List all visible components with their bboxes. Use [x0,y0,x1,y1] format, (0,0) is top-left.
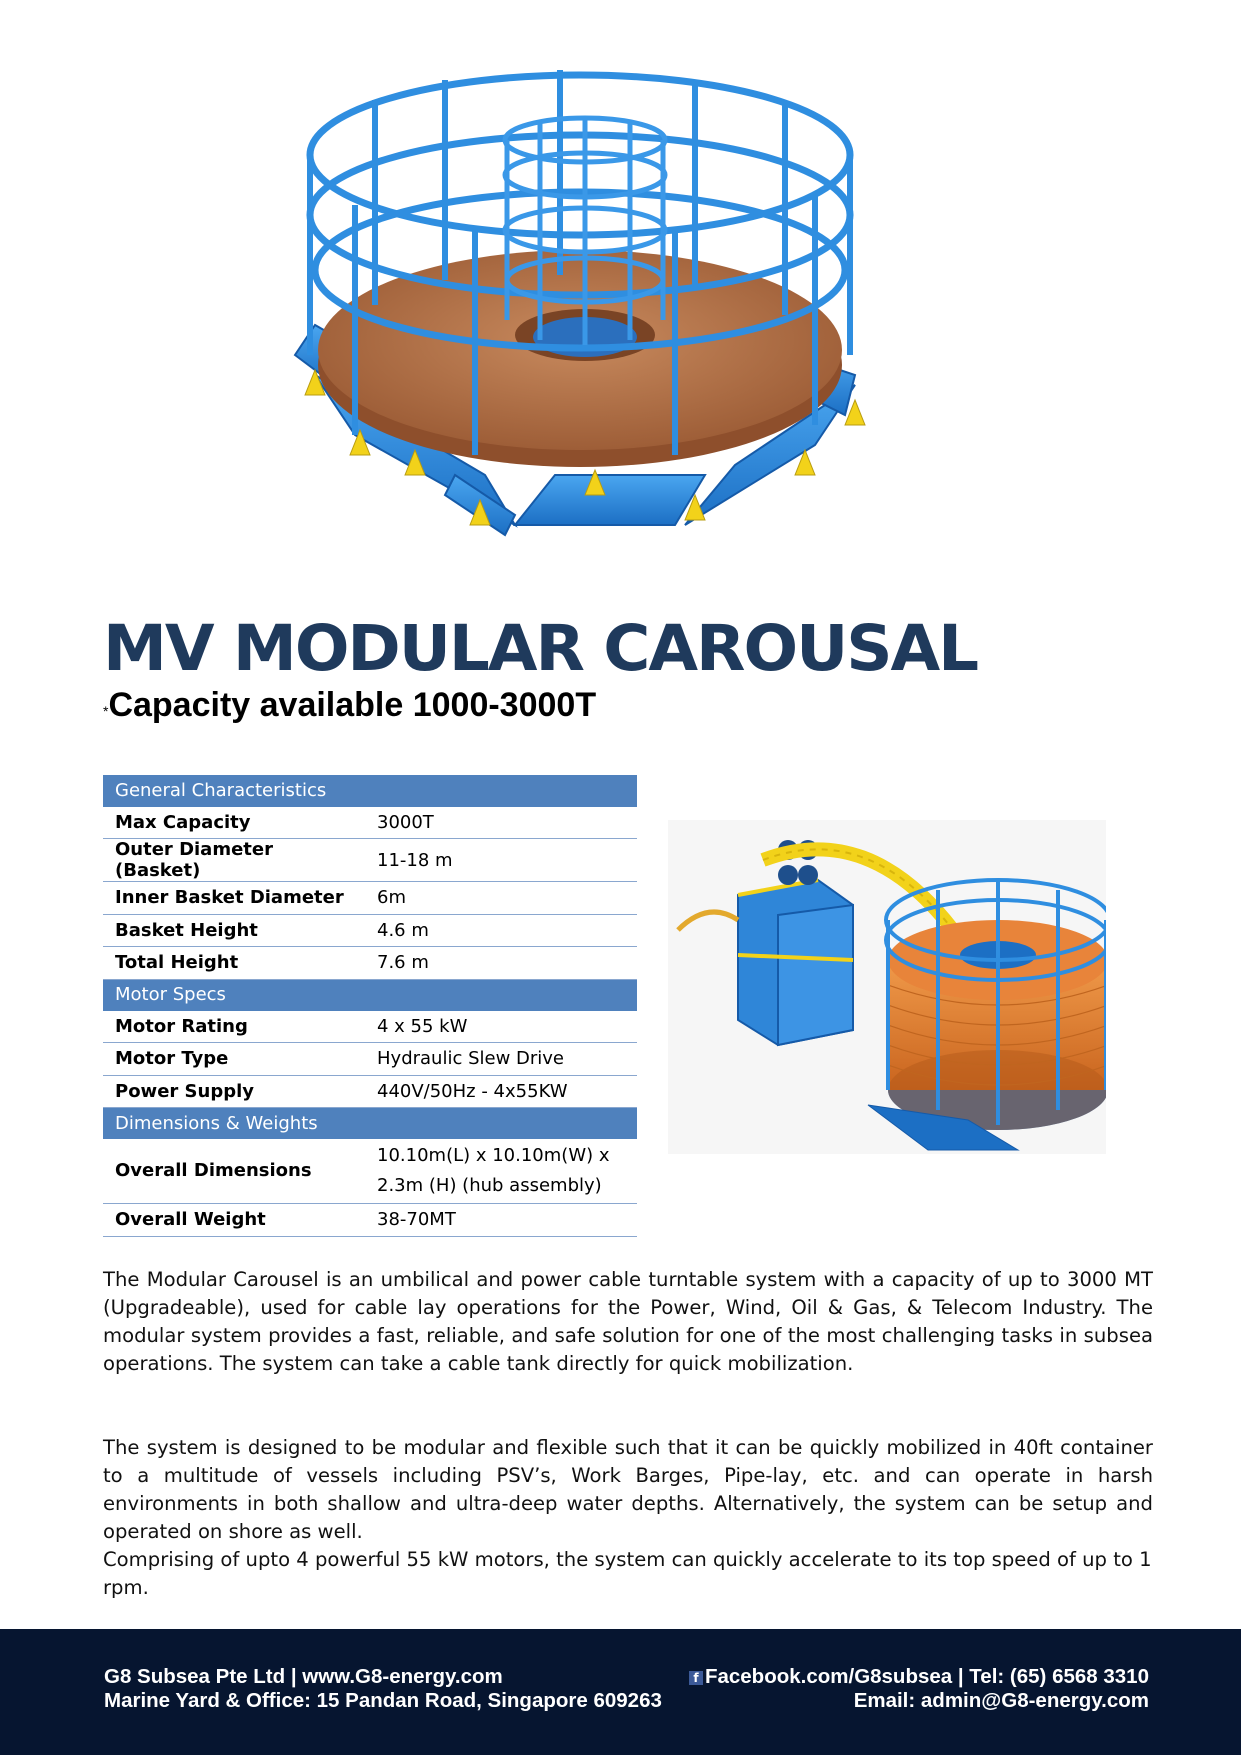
table-section-header: General Characteristics [103,775,637,806]
carousel-system-image [668,820,1106,1154]
row-label: Outer Diameter (Basket) [103,839,365,882]
row-label: Motor Rating [103,1010,365,1043]
carousel-render-image [255,55,905,595]
table-row [103,1204,637,1237]
office-address: Marine Yard & Office: 15 Pandan Road, Singapore 609263 [104,1689,662,1712]
row-value: 4.6 m [365,914,637,947]
row-label: Max Capacity [103,806,365,839]
table-section-header: Motor Specs [103,979,637,1010]
social-contact[interactable] [689,1665,1149,1689]
table-row [103,882,637,915]
description-paragraph-2 [103,1434,1153,1602]
company-website[interactable]: G8 Subsea Pte Ltd | www.G8-energy.com [104,1665,503,1688]
subtitle-asterisk: * [103,703,109,719]
footer-bar [0,1629,1241,1755]
row-value: 10.10m(L) x 10.10m(W) x 2.3m (H) (hub assembly) [365,1139,637,1204]
table-row [103,1010,637,1043]
facebook-icon: f [689,1671,703,1685]
table-section-header: Dimensions & Weights [103,1108,637,1139]
row-value: 440V/50Hz - 4x55KW [365,1075,637,1108]
row-value: 7.6 m [365,947,637,980]
row-value: Hydraulic Slew Drive [365,1043,637,1076]
row-value: 6m [365,882,637,915]
row-label: Basket Height [103,914,365,947]
paragraph-2-main: The system is designed to be modular and flexible such that it can be quickly mobilized in 40ft container to a multitude of vessels including PSV’s, Work Barges, Pipe-lay, etc. and can operate in harsh environments in both shallow and ultra-deep water depths. Alternatively, the system can be setup and operated on shore as well. [103,1436,1153,1543]
row-label: Inner Basket Diameter [103,882,365,915]
spec-table [103,775,637,1237]
row-value: 4 x 55 kW [365,1010,637,1043]
row-value: 3000T [365,806,637,839]
table-row [103,947,637,980]
table-row [103,914,637,947]
row-label: Overall Dimensions [103,1139,365,1204]
paragraph-2-last-line: Comprising of upto 4 powerful 55 kW motors, the system can quickly accelerate to its top speed of up to 1 rpm. [103,1548,1152,1599]
table-row [103,1139,637,1204]
subtitle-text: Capacity available 1000-3000T [108,686,597,724]
row-label: Power Supply [103,1075,365,1108]
table-row [103,1043,637,1076]
description-paragraph-1: The Modular Carousel is an umbilical and power cable turntable system with a capacity of up to 3000 MT (Upgradeable), used for cable lay operations for the Power, Wind, Oil & Gas, & Telecom Industry. The modular system provides a fast, reliable, and safe solution for one of the most challenging tasks in subsea operations. The system can take a cable tank directly for quick mobilization. [103,1268,1153,1375]
row-label: Motor Type [103,1043,365,1076]
social-contact-text: Facebook.com/G8subsea | Tel: (65) 6568 3310 [704,1665,1149,1688]
table-row [103,839,637,882]
table-row [103,806,637,839]
row-label: Total Height [103,947,365,980]
row-label: Overall Weight [103,1204,365,1237]
capacity-subtitle [103,686,596,725]
page-title: MV MODULAR CAROUSAL [103,612,978,685]
table-row [103,1075,637,1108]
row-value: 38-70MT [365,1204,637,1237]
row-value: 11-18 m [365,839,637,882]
contact-email[interactable]: Email: admin@G8-energy.com [853,1689,1149,1712]
